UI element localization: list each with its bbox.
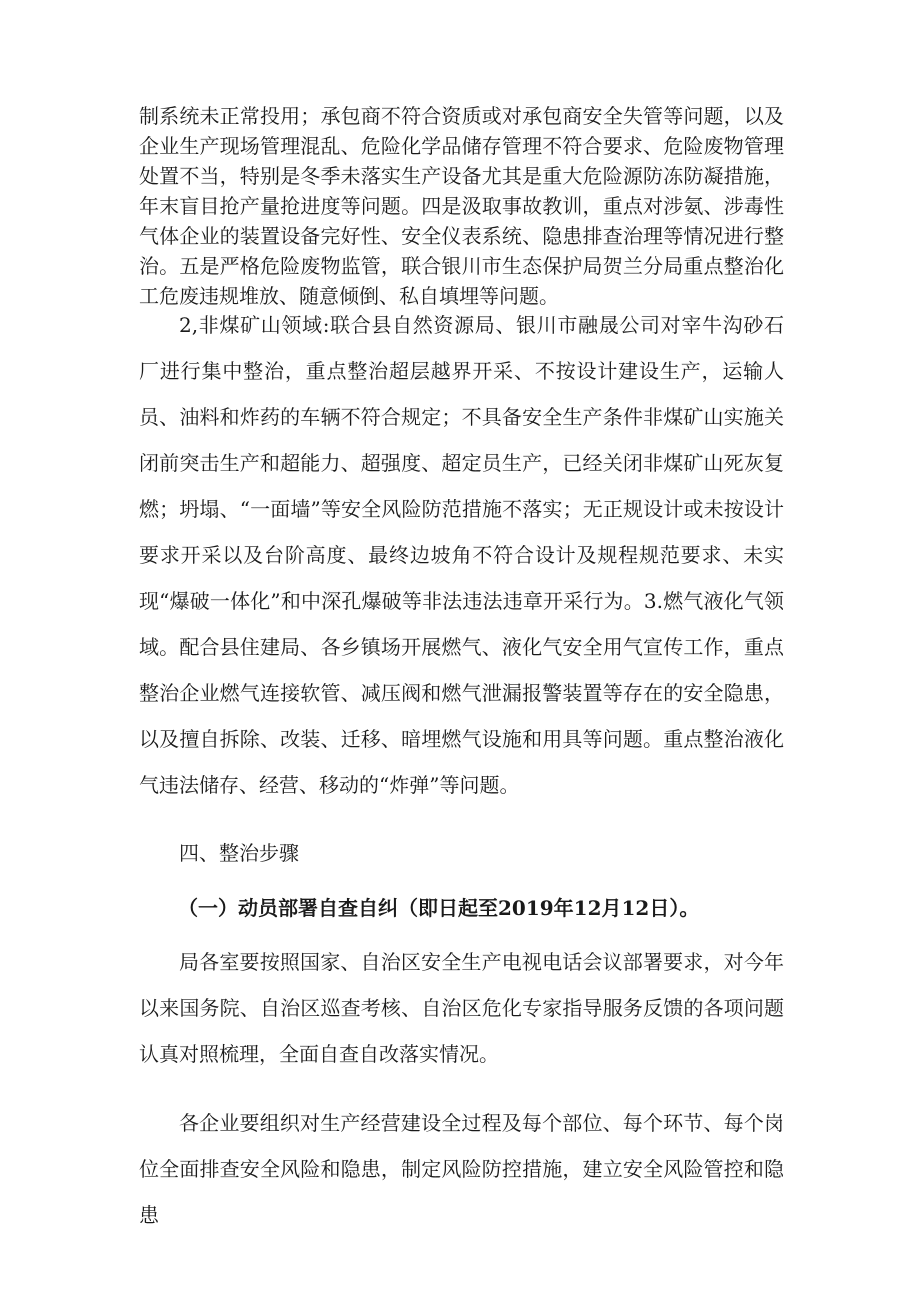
body-paragraph-bureau-self-inspection: 局各室要按照国家、自治区安全生产电视电话会议部署要求，对今年以来国务院、自治区巡查考核、自治区危化专家指导服务反馈的各项问题认真对照梳理，全面自查自改落实情况。: [139, 950, 784, 1066]
body-paragraph-non-coal-mining: 2,非煤矿山领域:联合县自然资源局、银川市融晟公司对宰牛沟砂石厂进行集中整治，重点整治超层越界开采、不按设计建设生产，运输人员、油料和炸药的车辆不符合规定；不具备安全生产条件非煤矿山实施关闭前突击生产和超能力、超强度、超定员生产，已经关闭非煤矿山死灰复燃；坍塌、“一面墙”等安全风险防范措施不落实；无正规设计或未按设计要求开采以及台阶高度、最终边坡角不符合设计及规程规范要求、未实现“爆破一体化”和中深孔爆破等非法违法违章开采行为。3.燃气液化气领域。配合县住建局、各乡镇场开展燃气、液化气安全用气宣传工作，重点整治企业燃气连接软管、减压阀和燃气泄漏报警装置等存在的安全隐患，以及擅自拆除、改装、迁移、暗埋燃气设施和用具等问题。重点整治液化气违法储存、经营、移动的“炸弹”等问题。: [139, 313, 784, 797]
body-paragraph-enterprise-risk-check: 各企业要组织对生产经营建设全过程及每个部位、每个环节、每个岗位全面排查安全风险和隐患，制定风险防控措施，建立安全风险管控和隐患: [139, 1111, 784, 1227]
section-heading: 四、整治步骤: [179, 841, 299, 865]
subsection-heading: （一）动员部署自查自纠（即日起至2019年12月12日）。: [178, 896, 700, 920]
body-paragraph-hazardous-chemicals: 制系统未正常投用；承包商不符合资质或对承包商安全失管等问题，以及企业生产现场管理混乱、危险化学品储存管理不符合要求、危险废物管理处置不当，特别是冬季未落实生产设备尤其是重大危险源防冻防凝措施，年末盲目抢产量抢进度等问题。四是汲取事故教训，重点对涉氨、涉毒性气体企业的装置设备完好性、安全仪表系统、隐患排查治理等情况进行整治。五是严格危险废物监管，联合银川市生态保护局贺兰分局重点整治化工危废违规堆放、随意倾倒、私自填埋等问题。: [139, 104, 784, 308]
